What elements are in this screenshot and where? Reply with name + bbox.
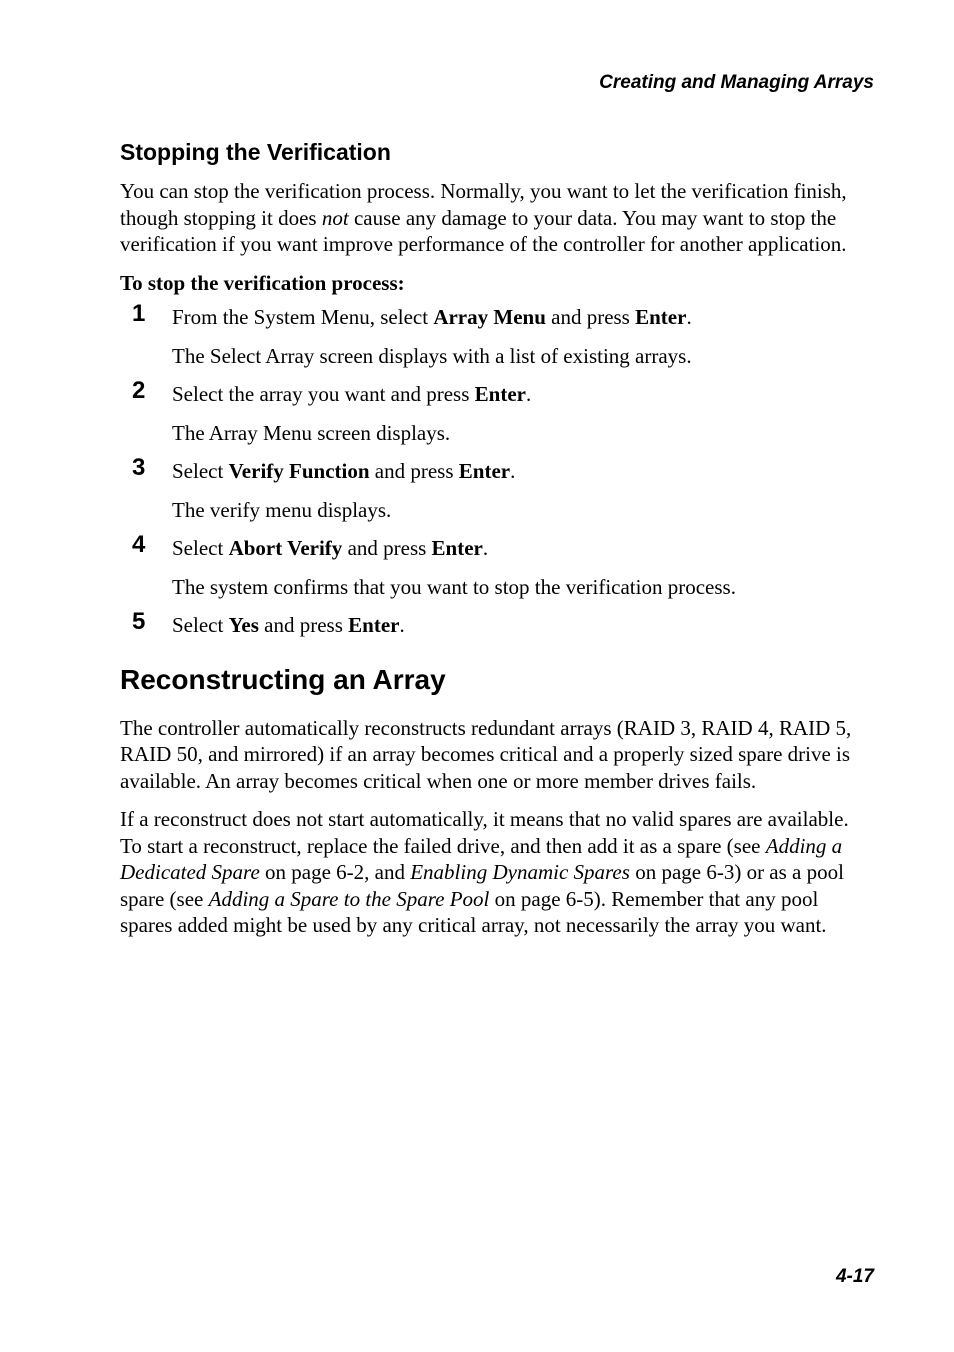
- page-content: [120, 138, 870, 951]
- step-5: [120, 608, 870, 639]
- step-instruction: Select the array you want and press Enter.: [172, 382, 532, 406]
- step-instruction: Select Verify Function and press Enter.: [172, 459, 516, 483]
- step-instruction: Select Yes and press Enter.: [172, 613, 405, 637]
- step-number: 2: [132, 377, 146, 404]
- reconstruct-paragraph-1: The controller automatically reconstructs redundant arrays (RAID 3, RAID 4, RAID 5, RAID 50, and mirrored) if an array becomes critical and a properly sized spare drive is available. An array becomes critical when one or more member drives fails.: [120, 715, 852, 793]
- page-number: 4-17: [835, 1266, 874, 1287]
- step-result: The system confirms that you want to stop the verification process.: [172, 574, 736, 599]
- step-number: 5: [132, 608, 146, 635]
- step-number: 3: [132, 454, 146, 481]
- section-heading-reconstructing: Reconstructing an Array: [120, 663, 446, 695]
- step-1: [120, 300, 870, 369]
- step-result: The verify menu displays.: [172, 497, 392, 522]
- step-instruction: Select Abort Verify and press Enter.: [172, 536, 489, 560]
- step-2: [120, 377, 870, 446]
- section-heading-stopping-verification: Stopping the Verification: [120, 139, 391, 165]
- procedure-lead: To stop the verification process:: [120, 270, 405, 295]
- step-3: [120, 454, 870, 523]
- reconstruct-paragraph-2: If a reconstruct does not start automatically, it means that no valid spares are available. To start a reconstruct, replace the failed drive, and then add it as a spare (see Adding a Dedicated Spare on page 6-2, and Enabling Dynamic Spares on page 6-3) or as a pool spare (see Adding a Spare to the Spare Pool on page 6-5). Remember that any pool spares added might be used by any critical array, not necessarily the array you want.: [120, 807, 849, 937]
- step-instruction: From the System Menu, select Array Menu and press Enter.: [172, 305, 692, 329]
- intro-text-1: You can stop the verification process. Normally, you want to let the verification finish, though stopping it does: [120, 179, 847, 230]
- step-4: [120, 531, 870, 600]
- step-number: 1: [132, 300, 146, 327]
- intro-emphasis: not: [321, 205, 349, 230]
- step-result: The Select Array screen displays with a list of existing arrays.: [172, 343, 692, 368]
- intro-paragraph: [120, 178, 870, 258]
- xref-dedicated-spare[interactable]: Adding a Dedicated Spare: [120, 833, 843, 884]
- step-result: The Array Menu screen displays.: [172, 420, 451, 445]
- xref-dynamic-spares[interactable]: Enabling Dynamic Spares: [410, 860, 630, 884]
- xref-spare-pool[interactable]: Adding a Spare to the Spare Pool: [208, 886, 490, 911]
- running-header: Creating and Managing Arrays: [599, 72, 874, 93]
- intro-text-2: cause any damage to your data. You may want to stop the verification if you want improve performance of the controller for another application.: [120, 205, 847, 256]
- step-number: 4: [132, 531, 146, 558]
